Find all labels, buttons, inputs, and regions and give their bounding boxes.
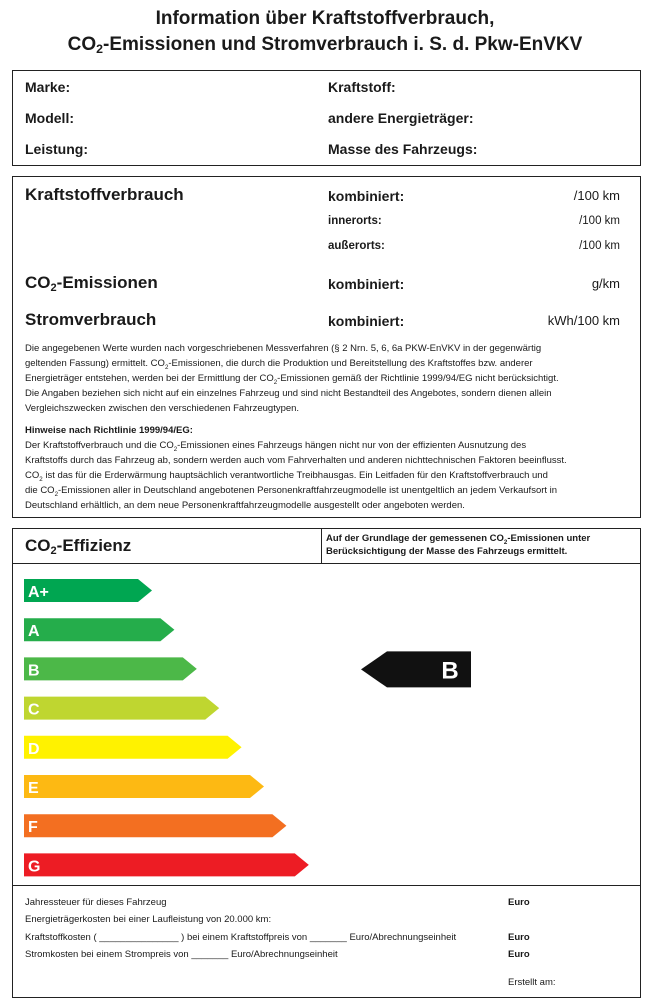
ausserorts-unit: /100 km: [579, 240, 620, 252]
andere-energietraeger-label: andere Energieträger:: [328, 110, 474, 126]
fuel-consumption-heading: Kraftstoffverbrauch: [25, 185, 184, 204]
modell-label: Modell:: [25, 110, 74, 126]
rating-label: B: [441, 657, 459, 685]
efficiency-class-label: D: [28, 740, 40, 758]
marke-label: Marke:: [25, 79, 71, 95]
masse-label: Masse des Fahrzeugs:: [328, 141, 478, 157]
efficiency-class-label: C: [28, 701, 40, 719]
co2-unit: g/km: [591, 276, 620, 291]
strom-kombiniert-label: kombiniert:: [328, 313, 405, 329]
steuer-label: Jahressteuer für dieses Fahrzeug: [25, 897, 167, 908]
innerorts-unit: /100 km: [579, 215, 620, 227]
efficiency-bar-g: [24, 853, 309, 876]
co2-kombiniert-label: kombiniert:: [328, 276, 405, 292]
efficiency-class-label: F: [28, 819, 38, 837]
efficiency-class-label: B: [28, 662, 40, 680]
efficiency-class-label: E: [28, 780, 39, 797]
efficiency-note: Auf der Grundlage der gemessenen $CO_2$-Emissionen unter Berücksichtigung der Masse des Fahrzeugs ermittelt.: [326, 533, 591, 557]
steuer-euro: Euro: [508, 897, 530, 908]
kraftstoffkosten-euro: Euro: [508, 932, 530, 943]
ausserorts-label: außerorts:: [328, 240, 385, 252]
co2-efficiency-heading: $CO_2$-Effizienz: [25, 536, 132, 557]
stromkosten-euro: Euro: [508, 949, 530, 960]
stromkosten-label: Stromkosten bei einem Strompreis von _______ Euro/Abrechnungseinheit: [25, 949, 338, 960]
efficiency-bar-d: [24, 736, 242, 759]
efficiency-bar-f: [24, 814, 286, 837]
energie-label: Energieträgerkosten bei einer Laufleistung von 20.000 km:: [25, 914, 272, 925]
efficiency-class-label: G: [28, 858, 41, 876]
leistung-label: Leistung:: [25, 141, 88, 157]
strom-unit: kWh/100 km: [547, 313, 620, 328]
costs-divider: [12, 885, 641, 886]
efficiency-class-label: A: [28, 623, 40, 641]
efficiency-bar-e: [24, 775, 264, 798]
hints-heading: Hinweise nach Richtlinie 1999/94/EG:: [25, 425, 193, 436]
title-line-1: Information über Kraftstoffverbrauch,: [155, 8, 495, 29]
fuel-kombiniert-label: kombiniert:: [328, 188, 405, 204]
co2-emissions-heading: $CO_2$-Emissionen: [25, 273, 158, 294]
fuel-kombiniert-unit: /100 km: [573, 188, 620, 203]
innerorts-label: innerorts:: [328, 215, 382, 227]
title-line-2: $CO_2$-Emissionen und Stromverbrauch i. S. d. Pkw-EnVKV: [67, 34, 583, 56]
strom-heading: Stromverbrauch: [25, 310, 157, 329]
efficiency-bar-b: [24, 657, 197, 680]
erstellt-label: Erstellt am:: [508, 977, 556, 988]
kraftstoffkosten-label: Kraftstoffkosten ( _______________ ) bei einem Kraftstoffpreis von _______ Euro/Abrechnungseinheit: [25, 932, 457, 943]
hints-paragraph: Hinweise nach Richtlinie 1999/94/EG: Der Kraftstoffverbrauch und die $CO_2$-Emissionen eines Fahrzeugs hängen nicht nur von der effizienten Ausnutzung des Kraftstoffs durch das Fahrzeug ab, sondern werden auch vom Fahrverhalten und anderen nichttechnischen Faktoren beeinflusst. $CO_2$ ist das für die Erderwärmung hauptsächlich verantwortliche Treibhausgas. Ein Leitfaden für den Kraftstoffverbrauch und die $CO_2$-Emissionen aller in Deutschland angebotenen Personenkraftfahrzeugmodelle ist unentgeltlich an jedem Verkaufsort in Deutschland erhältlich, an dem neue Personenkraftfahrzeugmodelle ausgestellt oder angeboten werden.: [25, 423, 633, 513]
kraftstoff-label: Kraftstoff:: [328, 79, 396, 95]
legal-paragraph: Die angegebenen Werte wurden nach vorgeschriebenen Messverfahren (§ 2 Nrn. 5, 6, 6a PKW-EnVKV in der gegenwärtig geltenden Fassung) ermittelt. $CO_2$-Emissionen, die durch die Produktion und Bereitstellung des Kraftstoffes bzw. anderer Energieträger entstehen, werden bei der Ermittlung der $CO_2$-Emissionen gemäß der Richtlinie 1999/94/EG nicht berücksichtigt. Die Angaben beziehen sich nicht auf ein einzelnes Fahrzeug und sind nicht Bestandteil des Angebotes, sondern dienen allein Vergleichszwecken zwischen den verschiedenen Fahrzeugtypen.: [25, 343, 559, 414]
efficiency-bar-a: [24, 618, 174, 641]
efficiency-bar-c: [24, 697, 219, 720]
efficiency-class-label: A+: [28, 584, 49, 601]
